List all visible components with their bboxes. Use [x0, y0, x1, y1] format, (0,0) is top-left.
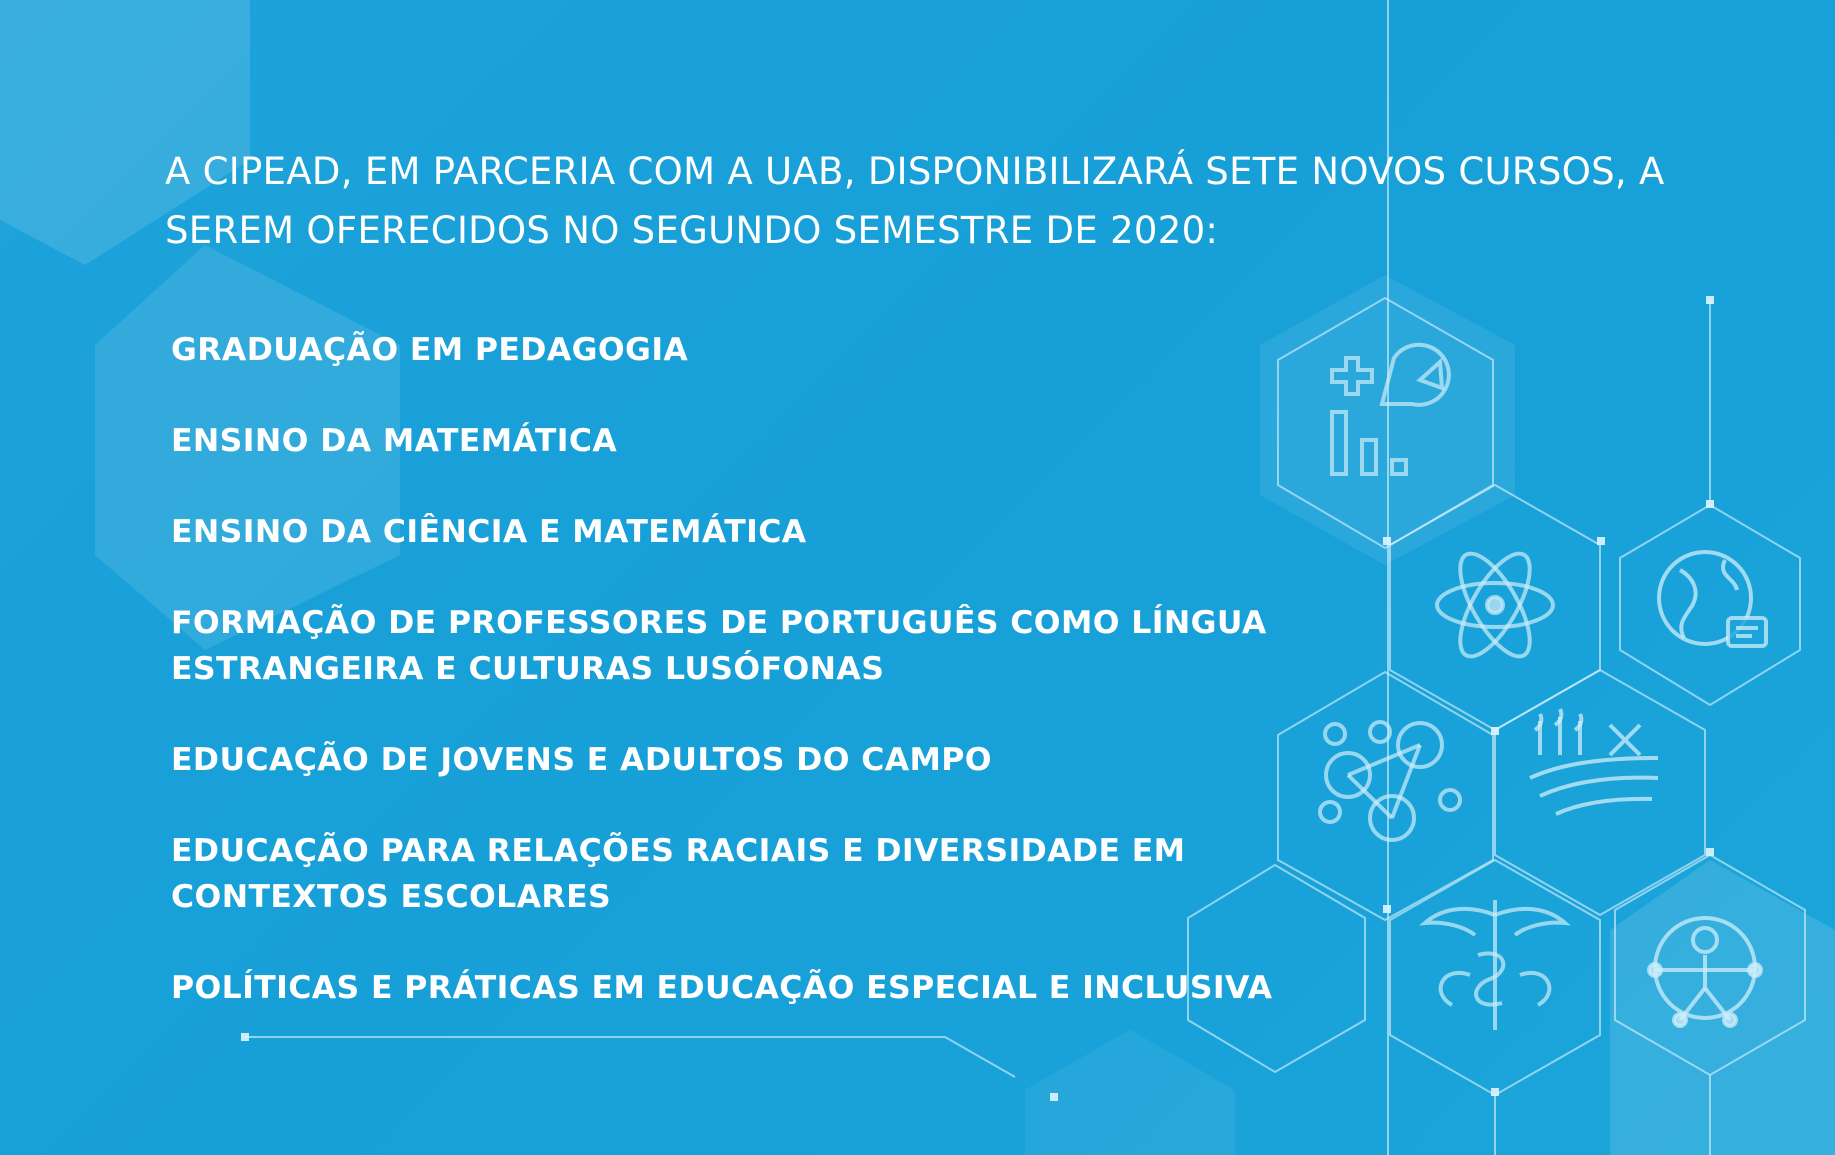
- intro-text: [165, 142, 1705, 260]
- course-item: FORMAÇÃO DE PROFESSORES DE PORTUGUÊS COMO LÍNGUA ESTRANGEIRA E CULTURAS LUSÓFONAS: [171, 605, 1267, 687]
- course-item: EDUCAÇÃO DE JOVENS E ADULTOS DO CAMPO: [171, 742, 992, 778]
- course-item: ENSINO DA MATEMÁTICA: [171, 423, 618, 459]
- intro-line-2: SEREM OFERECIDOS NO SEGUNDO SEMESTRE DE 2020:: [165, 209, 1219, 252]
- course-item: ENSINO DA CIÊNCIA E MATEMÁTICA: [171, 514, 807, 550]
- network-people-icon: [1320, 722, 1460, 840]
- agriculture-icon: [1530, 709, 1658, 814]
- course-item: GRADUAÇÃO EM PEDAGOGIA: [171, 332, 689, 368]
- atom-icon: [1437, 544, 1553, 666]
- intro-line-1: A CIPEAD, EM PARCERIA COM A UAB, DISPONIBILIZARÁ SETE NOVOS CURSOS, A: [165, 150, 1665, 193]
- course-item: POLÍTICAS E PRÁTICAS EM EDUCAÇÃO ESPECIAL E INCLUSIVA: [171, 970, 1273, 1006]
- medical-caduceus-icon: [1425, 900, 1565, 1030]
- globe-chat-icon: [1659, 552, 1766, 646]
- course-list: [171, 327, 1291, 1056]
- course-item: EDUCAÇÃO PARA RELAÇÕES RACIAIS E DIVERSIDADE EM CONTEXTOS ESCOLARES: [171, 833, 1186, 915]
